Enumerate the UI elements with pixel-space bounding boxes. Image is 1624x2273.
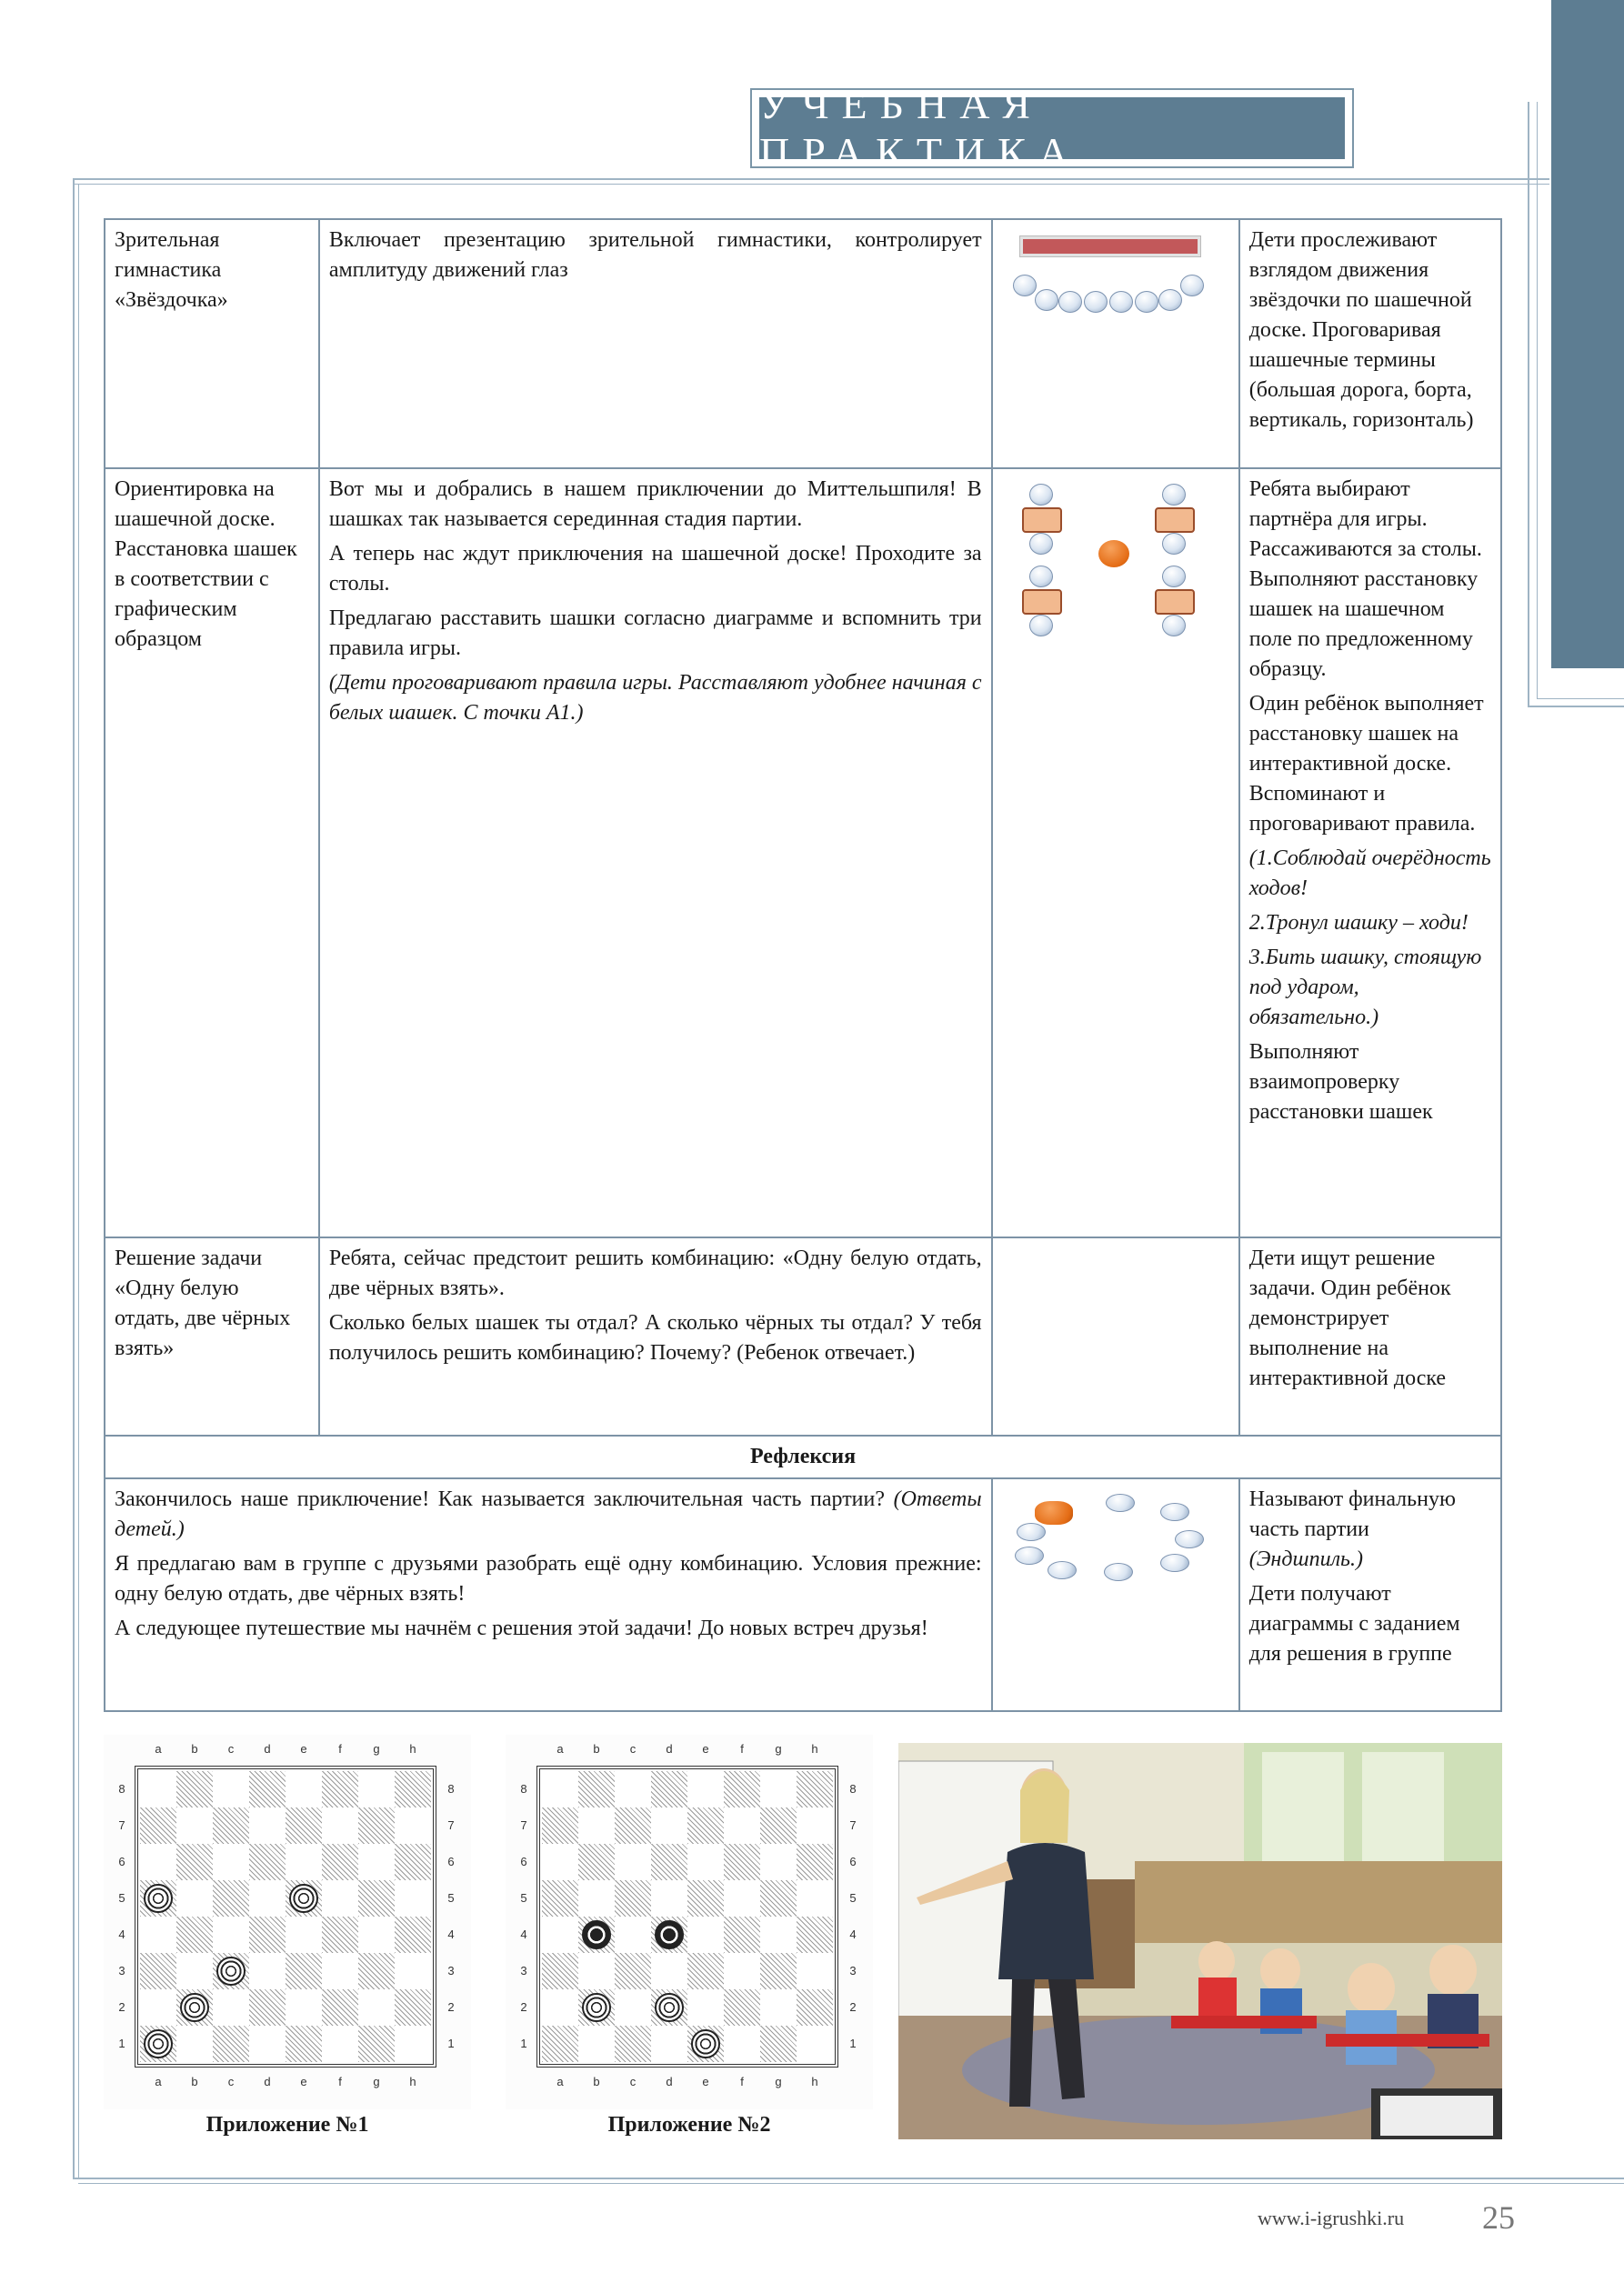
board-square	[724, 2026, 760, 2062]
rank-label: 6	[520, 1855, 527, 1868]
file-label: e	[300, 1742, 307, 1756]
white-checker	[582, 1993, 611, 2022]
board-square	[651, 1844, 687, 1880]
child-ball	[1029, 566, 1053, 587]
table-rect	[1022, 507, 1062, 533]
stage-cell: Ориентировка на шашечной доске. Расстановка шашек в соответствии с графическим образцом	[105, 468, 319, 1237]
rank-label: 1	[447, 2037, 455, 2050]
board-square	[395, 1880, 431, 1917]
rank-label: 4	[447, 1928, 455, 1941]
board-square	[651, 1807, 687, 1844]
board-square	[213, 1807, 249, 1844]
children-cell	[1239, 219, 1501, 468]
children-arrangement-illustration	[993, 469, 1218, 742]
board-square	[687, 1989, 724, 2026]
file-label: c	[629, 1742, 637, 1756]
board-square	[249, 1953, 286, 1989]
rank-label: 2	[520, 2000, 527, 2014]
board-square	[615, 1917, 651, 1953]
child-ball	[1029, 615, 1053, 636]
child-ball	[1160, 1554, 1189, 1572]
circle-arrangement-illustration	[993, 1479, 1218, 1607]
child-ball	[1017, 1523, 1046, 1541]
board-square	[724, 1953, 760, 1989]
child-ball	[1162, 566, 1186, 587]
file-label: g	[775, 2075, 782, 2088]
board-square	[358, 1917, 395, 1953]
children-text: Выполняют взаимопроверку расстановки шашек	[1248, 1040, 1433, 1124]
teacher-text: А следующее путешествие мы начнём с решения этой задачи! До новых встреч друзья!	[115, 1617, 928, 1640]
board-square	[760, 1771, 797, 1807]
black-checker	[582, 1920, 611, 1949]
star-ball	[1180, 275, 1204, 296]
rank-label: 1	[118, 2037, 125, 2050]
rank-label: 2	[447, 2000, 455, 2014]
star-ball	[1013, 275, 1037, 296]
board-square	[542, 1953, 578, 1989]
rank-label: 3	[520, 1964, 527, 1978]
rank-label: 4	[118, 1928, 125, 1941]
board-square	[176, 2026, 213, 2062]
board-square	[797, 1880, 833, 1917]
rank-label: 2	[849, 2000, 857, 2014]
child-ball	[1175, 1530, 1204, 1548]
children-text	[1249, 1485, 1491, 1575]
teacher-cell	[319, 1237, 992, 1436]
board-square	[687, 1807, 724, 1844]
board-square	[286, 1917, 322, 1953]
board-square	[286, 1953, 322, 1989]
children-text: Дети ищут решение задачи. Один ребёнок демонстрирует выполнение на интерактивной доске	[1248, 1247, 1451, 1390]
board-square	[724, 1807, 760, 1844]
rank-label: 1	[849, 2037, 857, 2050]
white-checker	[144, 2029, 173, 2058]
file-label: c	[629, 2075, 637, 2088]
board-square	[395, 1953, 431, 1989]
file-label: e	[702, 1742, 709, 1756]
board-square	[322, 1807, 358, 1844]
board-square	[140, 1953, 176, 1989]
teacher-text	[115, 1485, 982, 1545]
rank-label: 6	[118, 1855, 125, 1868]
rank-label: 6	[849, 1855, 857, 1868]
board-square	[176, 1880, 213, 1917]
board-square	[249, 1917, 286, 1953]
frame-line-bottom	[73, 2178, 1624, 2179]
child-ball	[1162, 533, 1186, 555]
board-square	[797, 1807, 833, 1844]
classroom-photo-drawing	[898, 1743, 1502, 2139]
board-square	[651, 1771, 687, 1807]
white-checker	[289, 1884, 318, 1913]
board-square	[322, 1880, 358, 1917]
board-square	[176, 1807, 213, 1844]
board-square	[249, 1880, 286, 1917]
rank-label: 7	[447, 1818, 455, 1832]
rank-label: 1	[520, 2037, 527, 2050]
board-square	[358, 1807, 395, 1844]
illustration-cell	[992, 1478, 1239, 1711]
rank-label: 3	[118, 1964, 125, 1978]
children-cell	[1239, 1237, 1501, 1436]
frame-line-top-inner	[73, 184, 1549, 185]
board-square	[542, 2026, 578, 2062]
table-row	[105, 1436, 1501, 1478]
illustration-cell	[992, 1237, 1239, 1436]
board-square	[286, 1807, 322, 1844]
board-square	[322, 1844, 358, 1880]
child-ball	[1162, 484, 1186, 506]
board-square	[249, 1844, 286, 1880]
table-row	[105, 219, 1501, 468]
file-label: a	[155, 2075, 162, 2088]
board-square	[395, 2026, 431, 2062]
white-checker	[691, 2029, 720, 2058]
board-square	[724, 1880, 760, 1917]
board-square	[358, 1880, 395, 1917]
teacher-text: Предлагаю расставить шашки согласно диаграмме и вспомнить три правила игры.	[328, 606, 982, 660]
board-square	[542, 1807, 578, 1844]
board-square	[615, 1771, 651, 1807]
board-square	[760, 1844, 797, 1880]
board-square	[249, 1807, 286, 1844]
diagram-caption-1: Приложение №1	[206, 2113, 369, 2137]
board-square	[578, 1844, 615, 1880]
reflection-teacher-cell	[105, 1478, 992, 1711]
teacher-text: Включает презентацию зрительной гимнастики, контролирует амплитуду движений глаз	[328, 228, 982, 282]
frame-line-left-inner	[78, 184, 79, 2178]
board-square	[687, 1953, 724, 1989]
rank-label: 8	[447, 1782, 455, 1796]
teacher-text: Ребята, сейчас предстоит решить комбинацию: «Одну белую отдать, две чёрных взять».	[328, 1247, 982, 1300]
file-label: f	[338, 1742, 342, 1756]
children-text: Ребята выбирают партнёра для игры. Рассаживаются за столы. Выполняют расстановку шашек на шашечном поле по предложенному образцу.	[1248, 477, 1482, 681]
board-square	[760, 1953, 797, 1989]
table-rect	[1022, 589, 1062, 615]
board-square	[687, 1844, 724, 1880]
teacher-text: А теперь нас ждут приключения на шашечной доске! Проходите за столы.	[328, 542, 982, 596]
board-square	[286, 1844, 322, 1880]
file-label: a	[556, 2075, 564, 2088]
file-label: d	[264, 1742, 271, 1756]
teacher-marker	[1035, 1501, 1073, 1525]
file-label: f	[740, 1742, 744, 1756]
rank-label: 3	[447, 1964, 455, 1978]
table-rect	[1155, 589, 1195, 615]
board-square	[140, 1807, 176, 1844]
frame-line-top	[73, 178, 1549, 180]
board-square	[651, 1953, 687, 1989]
children-text: Один ребёнок выполняет расстановку шашек на интерактивной доске. Вспоминают и проговаривают правила.	[1248, 692, 1484, 836]
child-ball	[1015, 1547, 1044, 1565]
board-square	[213, 1844, 249, 1880]
board-square	[395, 1807, 431, 1844]
teacher-marker	[1098, 540, 1129, 567]
board-square	[760, 1807, 797, 1844]
file-label: g	[373, 1742, 380, 1756]
board-square	[286, 1771, 322, 1807]
child-ball	[1106, 1494, 1135, 1512]
board-square	[176, 1844, 213, 1880]
board-square	[213, 1989, 249, 2026]
children-text: Дети получают диаграммы с заданием для решения в группе	[1248, 1582, 1460, 1666]
file-label: d	[666, 2075, 673, 2088]
board-square	[213, 2026, 249, 2062]
board-square	[578, 2026, 615, 2062]
board-square	[797, 1844, 833, 1880]
board-square	[395, 1989, 431, 2026]
file-label: c	[227, 1742, 235, 1756]
board-square	[213, 1880, 249, 1917]
child-ball	[1162, 615, 1186, 636]
rank-label: 5	[447, 1891, 455, 1905]
stage-cell: Решение задачи «Одну белую отдать, две чёрных взять»	[105, 1237, 319, 1436]
board-edge-bar	[1020, 236, 1200, 256]
rank-label: 8	[849, 1782, 857, 1796]
file-label: d	[666, 1742, 673, 1756]
board-square	[358, 1953, 395, 1989]
board-square	[615, 1844, 651, 1880]
checker-diagram-2	[506, 1735, 873, 2109]
file-label: b	[191, 1742, 198, 1756]
board-square	[651, 2026, 687, 2062]
children-text: Дети прослеживают взглядом движения звёздочки по шашечной доске. Проговаривая шашечные термины (большая дорога, борта, вертикаль, горизонталь)	[1248, 228, 1474, 432]
board-square	[760, 1989, 797, 2026]
rule-text: 2.Тронул шашку – ходи!	[1248, 911, 1469, 935]
checker-diagram-1	[104, 1735, 471, 2109]
rank-label: 3	[849, 1964, 857, 1978]
board-square	[542, 1844, 578, 1880]
star-ball	[1058, 291, 1082, 313]
rank-label: 6	[447, 1855, 455, 1868]
board-square	[358, 2026, 395, 2062]
lesson-table	[104, 218, 1502, 1712]
children-cell	[1239, 1478, 1501, 1711]
file-label: d	[264, 2075, 271, 2088]
child-ball	[1029, 533, 1053, 555]
file-label: e	[300, 2075, 307, 2088]
illustration-cell	[992, 468, 1239, 1237]
file-label: a	[556, 1742, 564, 1756]
board-square	[615, 1989, 651, 2026]
children-answer-note: (Эндшпиль.)	[1248, 1547, 1363, 1571]
rank-label: 7	[520, 1818, 527, 1832]
teacher-cell	[319, 219, 992, 468]
teacher-text: Сколько белых шашек ты отдал? А сколько чёрных ты отдал? У тебя получилось решить комбинацию? Почему? (Ребенок отвечает.)	[328, 1311, 982, 1365]
board-square	[578, 1771, 615, 1807]
board-square	[286, 1989, 322, 2026]
child-ball	[1029, 484, 1053, 506]
board-square	[358, 1844, 395, 1880]
file-label: g	[373, 2075, 380, 2088]
children-answer: Называют финальную часть партии	[1248, 1487, 1456, 1541]
board-square	[797, 1953, 833, 1989]
board-square	[724, 1844, 760, 1880]
frame-line-right	[1528, 102, 1529, 706]
board-square	[578, 1880, 615, 1917]
white-checker	[180, 1993, 209, 2022]
file-label: h	[811, 2075, 818, 2088]
file-label: g	[775, 1742, 782, 1756]
file-label: h	[409, 2075, 416, 2088]
board-square	[322, 1917, 358, 1953]
white-checker	[655, 1993, 684, 2022]
board-square	[140, 1771, 176, 1807]
board-square	[615, 2026, 651, 2062]
board-square	[542, 1989, 578, 2026]
star-ball	[1158, 289, 1182, 311]
board-square	[176, 1953, 213, 1989]
file-label: f	[740, 2075, 744, 2088]
file-label: h	[409, 1742, 416, 1756]
board-square	[724, 1771, 760, 1807]
star-ball	[1035, 289, 1058, 311]
table-rect	[1155, 507, 1195, 533]
board-square	[760, 2026, 797, 2062]
file-label: c	[227, 2075, 235, 2088]
star-ball	[1135, 291, 1158, 313]
board-square	[322, 1771, 358, 1807]
side-color-bar	[1551, 0, 1624, 668]
frame-line-right-inner	[1537, 102, 1538, 698]
footer-url[interactable]: www.i-igrushki.ru	[1258, 2207, 1405, 2229]
teacher-note: (Дети проговаривают правила игры. Расставляют удобнее начиная с белых шашек. С точки А1.)	[328, 671, 982, 725]
board-square	[395, 1844, 431, 1880]
rank-label: 5	[118, 1891, 125, 1905]
board-square	[140, 1844, 176, 1880]
board-square	[249, 1989, 286, 2026]
file-label: a	[155, 1742, 162, 1756]
rank-label: 8	[520, 1782, 527, 1796]
white-checker	[144, 1884, 173, 1913]
board-square	[615, 1807, 651, 1844]
board-square	[395, 1771, 431, 1807]
file-label: e	[702, 2075, 709, 2088]
child-ball	[1048, 1561, 1077, 1579]
teacher-text: Я предлагаю вам в группе с друзьями разобрать ещё одну комбинацию. Условия прежние: одну белую отдать, две чёрных взять!	[115, 1552, 982, 1606]
board-square	[176, 1771, 213, 1807]
board-square	[542, 1917, 578, 1953]
board-square	[322, 2026, 358, 2062]
page-number: 25	[1482, 2199, 1515, 2236]
board-square	[687, 1771, 724, 1807]
board-square	[615, 1880, 651, 1917]
board-square	[797, 2026, 833, 2062]
rank-label: 5	[520, 1891, 527, 1905]
board-square	[249, 1771, 286, 1807]
rule-text: 3.Бить шашку, стоящую под ударом, обязательно.)	[1248, 946, 1482, 1029]
board-square	[140, 1917, 176, 1953]
board-square	[286, 2026, 322, 2062]
section-title: УЧЕБНАЯ ПРАКТИКА	[759, 97, 1345, 159]
reflection-answer-note: (Ответы детей.)	[115, 1487, 982, 1541]
board-square	[358, 1989, 395, 2026]
board-square	[322, 1989, 358, 2026]
frame-line-right-h	[1528, 706, 1624, 707]
file-label: b	[191, 2075, 198, 2088]
rank-label: 8	[118, 1782, 125, 1796]
teacher-text: Вот мы и добрались в нашем приключении до Миттельшпиля! В шашках так называется серединная стадия партии.	[328, 477, 982, 531]
child-ball	[1160, 1503, 1189, 1521]
reflection-question: Закончилось наше приключение! Как называется заключительная часть партии?	[115, 1487, 886, 1511]
section-header	[750, 81, 1354, 175]
board-edge-illustration	[993, 220, 1218, 469]
stage-cell: Зрительная гимнастика «Звёздочка»	[105, 219, 319, 468]
file-label: b	[593, 2075, 600, 2088]
table-row	[105, 468, 1501, 1237]
table-row	[105, 1237, 1501, 1436]
board-square	[687, 1880, 724, 1917]
rank-label: 4	[520, 1928, 527, 1941]
board-square	[213, 1917, 249, 1953]
star-ball	[1084, 291, 1108, 313]
board-square	[213, 1771, 249, 1807]
rank-label: 7	[118, 1818, 125, 1832]
file-label: b	[593, 1742, 600, 1756]
board-square	[395, 1917, 431, 1953]
frame-line-right-h2	[1537, 698, 1624, 699]
table-row	[105, 1478, 1501, 1711]
frame-line-bottom-inner	[78, 2183, 1624, 2184]
rule-text: (1.Соблюдай очерёдность ходов!	[1248, 846, 1491, 900]
board-square	[542, 1771, 578, 1807]
children-cell	[1239, 468, 1501, 1237]
star-ball	[1109, 291, 1133, 313]
board-square	[760, 1917, 797, 1953]
board-square	[578, 1807, 615, 1844]
board-square	[615, 1953, 651, 1989]
rank-label: 5	[849, 1891, 857, 1905]
rank-label: 4	[849, 1928, 857, 1941]
rank-label: 2	[118, 2000, 125, 2014]
board-square	[797, 1917, 833, 1953]
board-square	[651, 1880, 687, 1917]
board-square	[578, 1953, 615, 1989]
classroom-photo	[898, 1743, 1502, 2139]
file-label: h	[811, 1742, 818, 1756]
board-square	[140, 1989, 176, 2026]
reflection-title: Рефлексия	[105, 1436, 1501, 1478]
board-square	[687, 1917, 724, 1953]
board-square	[249, 2026, 286, 2062]
file-label: f	[338, 2075, 342, 2088]
black-checker	[655, 1920, 684, 1949]
board-square	[724, 1917, 760, 1953]
board-square	[797, 1989, 833, 2026]
board-square	[176, 1917, 213, 1953]
board-square	[322, 1953, 358, 1989]
rank-label: 7	[849, 1818, 857, 1832]
board-square	[724, 1989, 760, 2026]
white-checker	[216, 1957, 246, 1986]
board-square	[797, 1771, 833, 1807]
board-square	[358, 1771, 395, 1807]
teacher-cell	[319, 468, 992, 1237]
child-ball	[1104, 1563, 1133, 1581]
board-square	[760, 1880, 797, 1917]
board-square	[542, 1880, 578, 1917]
illustration-cell	[992, 219, 1239, 468]
diagram-caption-2: Приложение №2	[607, 2113, 771, 2137]
frame-line-left	[73, 178, 75, 2178]
